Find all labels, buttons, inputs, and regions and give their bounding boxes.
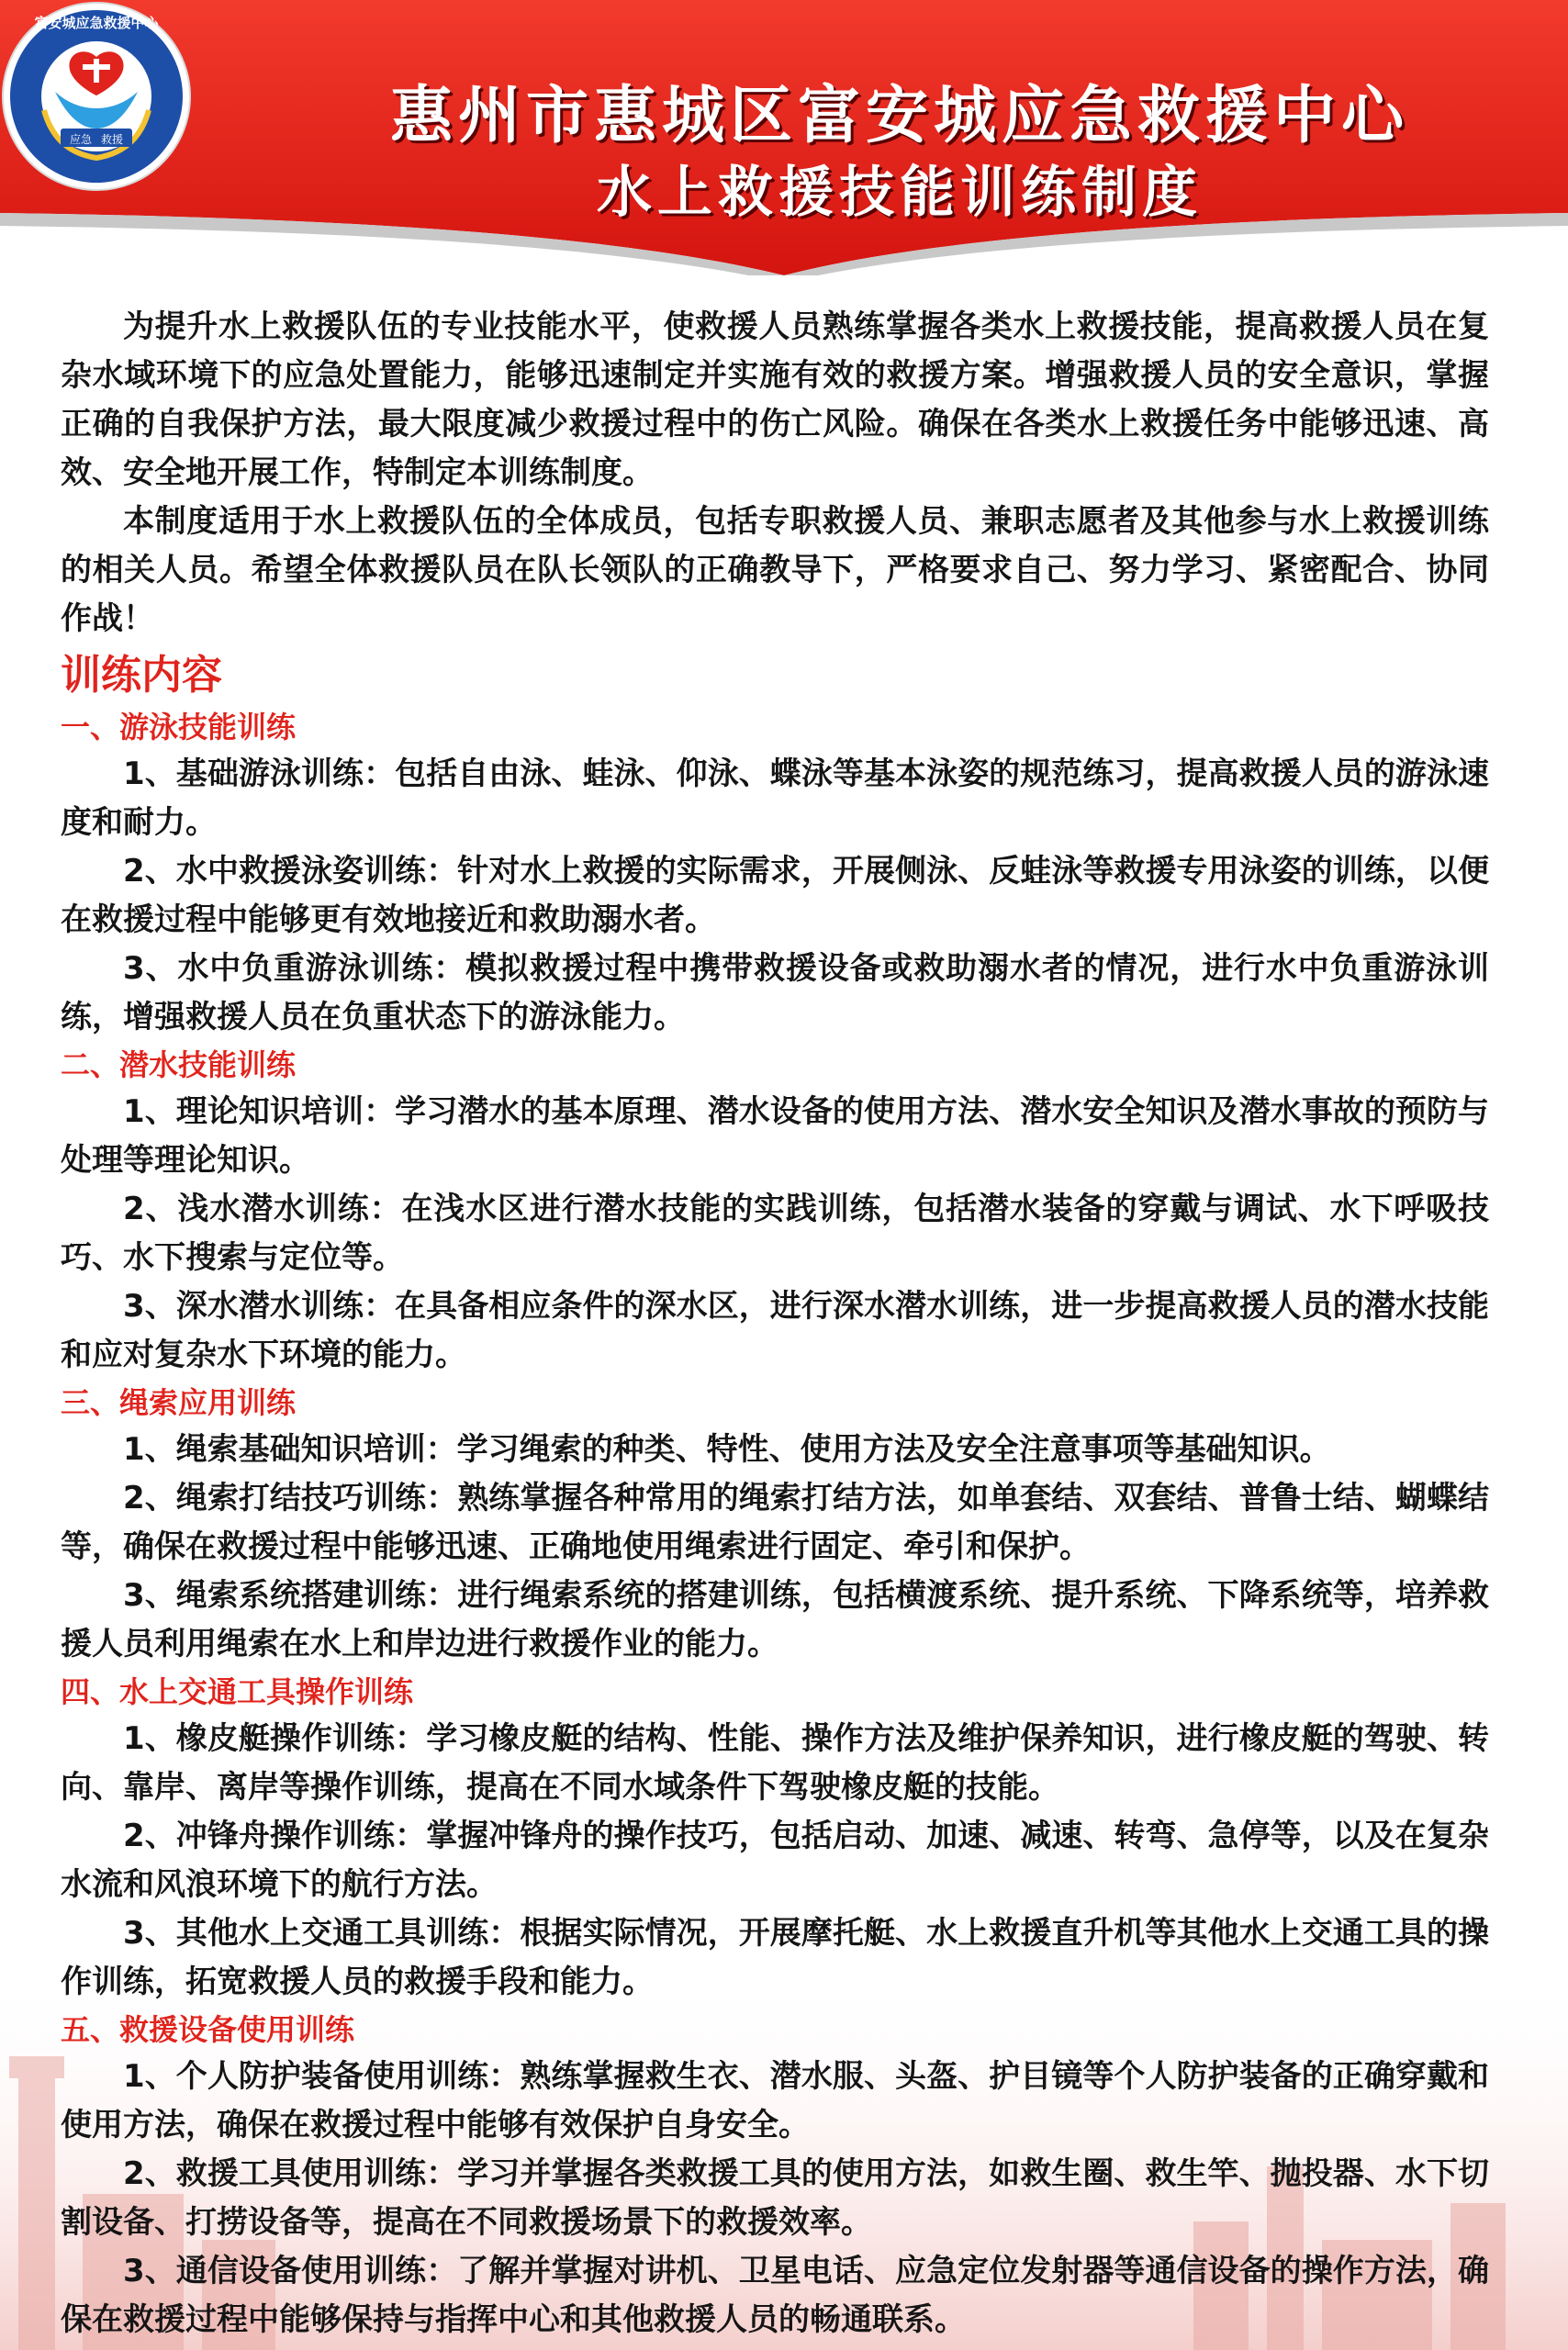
page-title: 惠州市惠城区富安城应急救援中心 [389, 80, 1409, 152]
list-item: 2、冲锋舟操作训练：掌握冲锋舟的操作技巧，包括启动、加速、减速、转弯、急停等，以及在复杂水流和风浪环境下的航行方法。 [61, 1818, 1489, 1903]
list-item: 2、绳索打结技巧训练：熟练掌握各种常用的绳索打结方法，如单套结、双套结、普鲁士结、蝴蝶结等，确保在救援过程中能够迅速、正确地使用绳索进行固定、牵引和保护。 [61, 1480, 1489, 1565]
list-item: 1、绳索基础知识培训：学习绳索的种类、特性、使用方法及安全注意事项等基础知识。 [123, 1431, 1331, 1468]
section-title: 四、水上交通工具操作训练 [61, 1674, 414, 1709]
list-item: 1、基础游泳训练：包括自由泳、蛙泳、仰泳、蝶泳等基本泳姿的规范练习，提高救援人员的游泳速度和耐力。 [61, 755, 1489, 841]
list-item: 2、救援工具使用训练：学习并掌握各类救援工具的使用方法，如救生圈、救生竿、抛投器、水下切割设备、打捞设备等，提高在不同救援场景下的救援效率。 [61, 2155, 1489, 2241]
intro-paragraph: 本制度适用于水上救援队伍的全体成员，包括专职救援人员、兼职志愿者及其他参与水上救援训练的相关人员。希望全体救援队员在队长领队的正确教导下，严格要求自己、努力学习、紧密配合、协同作战！ [61, 503, 1489, 637]
logo-sub-left: 应急 [69, 133, 93, 146]
logo-text: 富安城应急救援中心 [34, 15, 159, 31]
section-heading: 训练内容 [61, 652, 222, 699]
page-subtitle: 水上救援技能训练制度 [597, 161, 1203, 225]
list-item: 1、理论知识培训：学习潜水的基本原理、潜水设备的使用方法、潜水安全知识及潜水事故的预防与处理等理论知识。 [61, 1093, 1489, 1179]
section-title: 二、潜水技能训练 [61, 1047, 297, 1082]
header-banner [0, 0, 1568, 275]
section-title: 五、救援设备使用训练 [61, 2012, 355, 2047]
list-item: 3、水中负重游泳训练：模拟救援过程中携带救援设备或救助溺水者的情况，进行水中负重游泳训练，增强救援人员在负重状态下的游泳能力。 [61, 950, 1489, 1035]
section-title: 三、绳索应用训练 [61, 1385, 297, 1420]
list-item: 3、其他水上交通工具训练：根据实际情况，开展摩托艇、水上救援直升机等其他水上交通工具的操作训练，拓宽救援人员的救援手段和能力。 [61, 1915, 1489, 2000]
list-item: 3、通信设备使用训练：了解并掌握对讲机、卫星电话、应急定位发射器等通信设备的操作方法，确保在救援过程中能够保持与指挥中心和其他救援人员的畅通联系。 [61, 2253, 1489, 2338]
list-item: 3、绳索系统搭建训练：进行绳索系统的搭建训练，包括横渡系统、提升系统、下降系统等，培养救援人员利用绳索在水上和岸边进行救援作业的能力。 [61, 1577, 1489, 1662]
logo-sub-right: 救援 [100, 133, 124, 146]
section-title: 一、游泳技能训练 [61, 710, 297, 744]
rescue-center-logo [0, 0, 193, 193]
list-item: 2、浅水潜水训练：在浅水区进行潜水技能的实践训练，包括潜水装备的穿戴与调试、水下呼吸技巧、水下搜索与定位等。 [61, 1191, 1489, 1276]
intro-paragraph: 为提升水上救援队伍的专业技能水平，使救援人员熟练掌握各类水上救援技能，提高救援人员在复杂水域环境下的应急处置能力，能够迅速制定并实施有效的救援方案。增强救援人员的安全意识，掌握正确的自我保护方法，最大限度减少救援过程中的伤亡风险。确保在各类水上救援任务中能够迅速、高效、安全地开展工作，特制定本训练制度。 [61, 308, 1489, 491]
list-item: 2、水中救援泳姿训练：针对水上救援的实际需求，开展侧泳、反蛙泳等救援专用泳姿的训练，以便在救援过程中能够更有效地接近和救助溺水者。 [61, 853, 1489, 938]
list-item: 1、个人防护装备使用训练：熟练掌握救生衣、潜水服、头盔、护目镜等个人防护装备的正确穿戴和使用方法，确保在救援过程中能够有效保护自身安全。 [61, 2058, 1489, 2143]
list-item: 1、橡皮艇操作训练：学习橡皮艇的结构、性能、操作方法及维护保养知识，进行橡皮艇的驾驶、转向、靠岸、离岸等操作训练，提高在不同水域条件下驾驶橡皮艇的技能。 [61, 1720, 1489, 1806]
document-body [61, 303, 1489, 2344]
list-item: 3、深水潜水训练：在具备相应条件的深水区，进行深水潜水训练，进一步提高救援人员的潜水技能和应对复杂水下环境的能力。 [61, 1288, 1489, 1373]
